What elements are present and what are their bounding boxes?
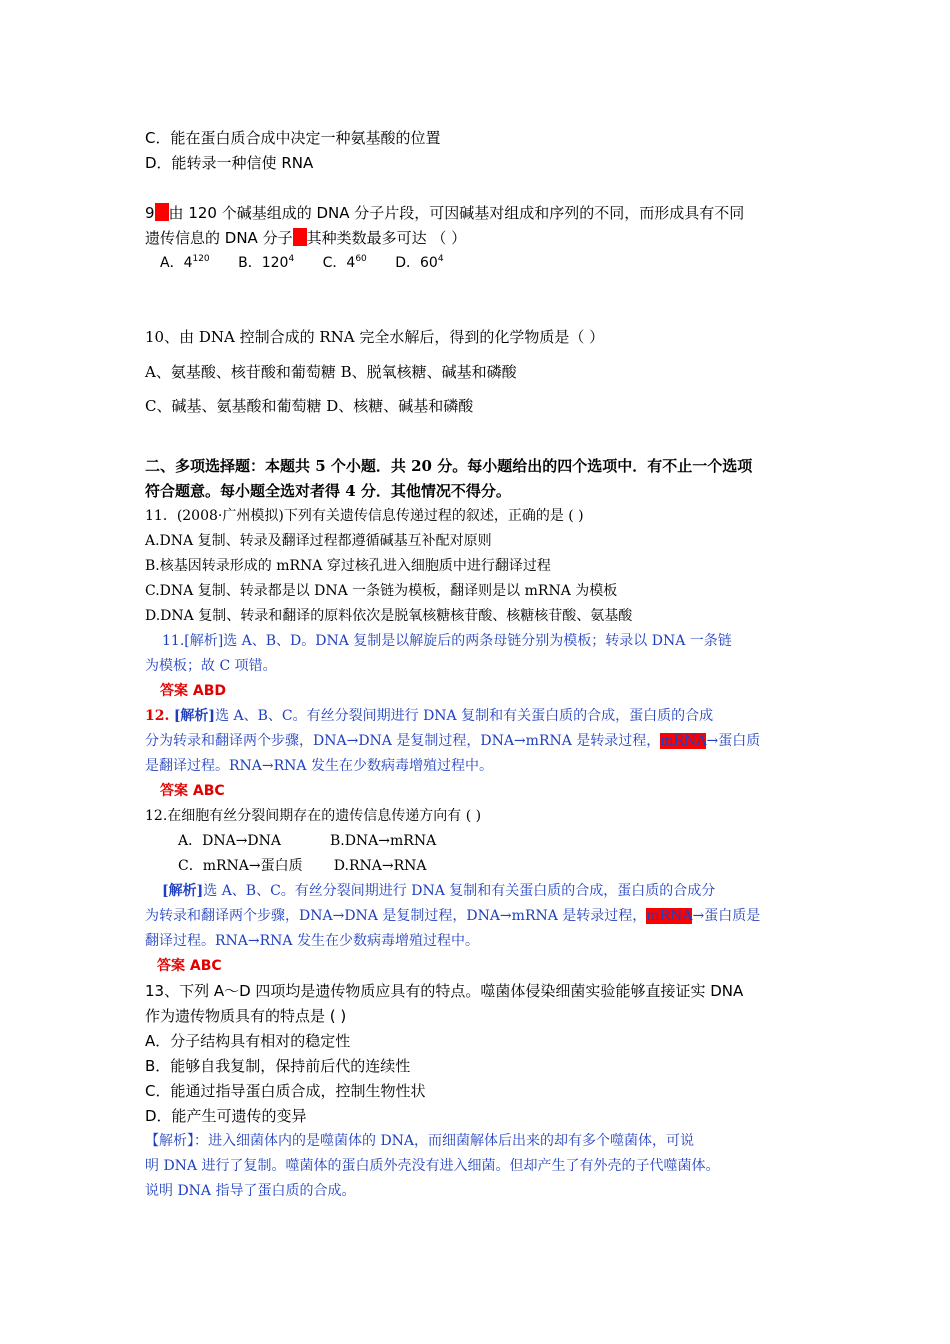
q12a-analysis-line2 [145, 731, 760, 751]
q10-options-ab: A、氨基酸、核苷酸和葡萄糖 B、脱氧核糖、碱基和磷酸 [145, 363, 517, 381]
q12b-answer: 答案 ABC [157, 958, 222, 974]
q12b-label: [解析] [162, 883, 204, 899]
q11-stem: 11．(2008·广州模拟)下列有关遗传信息传递过程的叙述，正确的是 ( ) [145, 508, 584, 524]
q9-number: 9 [145, 204, 155, 222]
q11-option-d: D.DNA 复制、转录和翻译的原料依次是脱氧核糖核苷酸、核糖核苷酸、氨基酸 [145, 608, 633, 624]
q13-stem-line1: 13、下列 A～D 四项均是遗传物质应具有的特点。噬菌体侵染细菌实验能够直接证实 DNA [145, 982, 744, 1000]
q11-option-c: C.DNA 复制、转录都是以 DNA 一条链为模板，翻译则是以 mRNA 为模板 [145, 583, 618, 599]
q12a-text1: 选 A、B、C。有丝分裂间期进行 DNA 复制和有关蛋白质的合成，蛋白质的合成 [215, 708, 714, 724]
q11-analysis-line1: 11.[解析]选 A、B、D。DNA 复制是以解旋后的两条母链分别为模板；转录以 DNA 一条链 [162, 633, 732, 649]
section2-heading-line2: 符合题意。每小题全选对者得 4 分．其他情况不得分。 [145, 482, 511, 500]
red-highlight-mark [293, 228, 307, 246]
q12b-options-ab: A．DNA→DNA B.DNA→mRNA [178, 833, 437, 849]
q12a-text3: →蛋白质 [706, 733, 761, 749]
q10-options-cd: C、碱基、氨基酸和葡萄糖 D、核糖、碱基和磷酸 [145, 397, 474, 415]
q12b-options-cd: C．mRNA→蛋白质 D.RNA→RNA [178, 858, 427, 874]
q9-option-d-exponent: 4 [437, 254, 444, 264]
q11-analysis-line2: 为模板；故 C 项错。 [145, 658, 277, 674]
q9-option-d: D．60 [395, 255, 438, 271]
q9-option-b: B．120 [238, 255, 289, 271]
q13-option-d: D．能产生可遗传的变异 [145, 1107, 307, 1125]
q9-stem-line2 [145, 228, 466, 248]
red-highlight-mark [155, 203, 169, 221]
q9-option-a: A．4 [160, 255, 193, 271]
q8-option-c: C．能在蛋白质合成中决定一种氨基酸的位置 [145, 129, 441, 147]
q12a-label: [解析] [173, 708, 216, 724]
q13-analysis-line2: 明 DNA 进行了复制。噬菌体的蛋白质外壳没有进入细菌。但却产生了有外壳的子代噬菌体。 [145, 1158, 720, 1174]
q12b-analysis-line3: 翻译过程。RNA→RNA 发生在少数病毒增殖过程中。 [145, 933, 479, 949]
q12b-text3: →蛋白质是 [692, 908, 761, 924]
q12a-analysis-line1 [145, 706, 713, 726]
q9-options [160, 253, 444, 273]
q9-option-c-exponent: 60 [355, 254, 367, 264]
q12b-text1: 选 A、B、C。有丝分裂间期进行 DNA 复制和有关蛋白质的合成，蛋白质的合成分 [203, 883, 716, 899]
q12b-analysis-line1 [162, 881, 715, 901]
q9-stem-line1 [145, 203, 744, 223]
q12b-stem: 12.在细胞有丝分裂间期存在的遗传信息传递方向有 ( ) [145, 808, 482, 824]
q12b-highlight-mrna: mRNA [646, 908, 693, 924]
q13-option-a: A．分子结构具有相对的稳定性 [145, 1032, 351, 1050]
q12a-highlight-mrna: mRNA [660, 733, 707, 749]
q11-option-b: B.核基因转录形成的 mRNA 穿过核孔进入细胞质中进行翻译过程 [145, 558, 551, 574]
q12a-text2: 分为转录和翻译两个步骤，DNA→DNA 是复制过程，DNA→mRNA 是转录过程， [145, 733, 661, 749]
q9-option-a-exponent: 120 [192, 254, 210, 264]
q11-answer: 答案 ABD [160, 683, 227, 699]
q12b-analysis-line2 [145, 906, 760, 926]
q10-stem: 10、由 DNA 控制合成的 RNA 完全水解后，得到的化学物质是（ ） [145, 328, 605, 346]
q13-analysis-line1: 【解析】：进入细菌体内的是噬菌体的 DNA，而细菌解体后出来的却有多个噬菌体，可说 [145, 1133, 695, 1149]
section2-heading-line1: 二、多项选择题：本题共 5 个小题．共 20 分。每小题给出的四个选项中．有不止一个选项 [145, 457, 753, 475]
q11-option-a: A.DNA 复制、转录及翻译过程都遵循碱基互补配对原则 [145, 533, 492, 549]
q13-option-c: C．能通过指导蛋白质合成，控制生物性状 [145, 1082, 426, 1100]
q12a-analysis-line3: 是翻译过程。RNA→RNA 发生在少数病毒增殖过程中。 [145, 758, 493, 774]
q12b-text2: 为转录和翻译两个步骤，DNA→DNA 是复制过程，DNA→mRNA 是转录过程， [145, 908, 647, 924]
q9-stem-text1: 由 120 个碱基组成的 DNA 分子片段，可因碱基对组成和序列的不同，而形成具有不同 [168, 204, 745, 222]
q13-analysis-line3: 说明 DNA 指导了蛋白质的合成。 [145, 1183, 356, 1199]
q13-stem-line2: 作为遗传物质具有的特点是 ( ) [145, 1007, 347, 1025]
q9-stem-text3: 其种类数最多可达 （ ） [306, 229, 467, 247]
q12a-number: 12. [145, 708, 170, 724]
q9-option-b-exponent: 4 [288, 254, 295, 264]
q9-stem-text2: 遗传信息的 DNA 分子 [145, 229, 293, 247]
q9-option-c: C．4 [322, 255, 356, 271]
q8-option-d: D．能转录一种信使 RNA [145, 154, 314, 172]
q13-option-b: B．能够自我复制，保持前后代的连续性 [145, 1057, 411, 1075]
q12a-answer: 答案 ABC [160, 783, 225, 799]
